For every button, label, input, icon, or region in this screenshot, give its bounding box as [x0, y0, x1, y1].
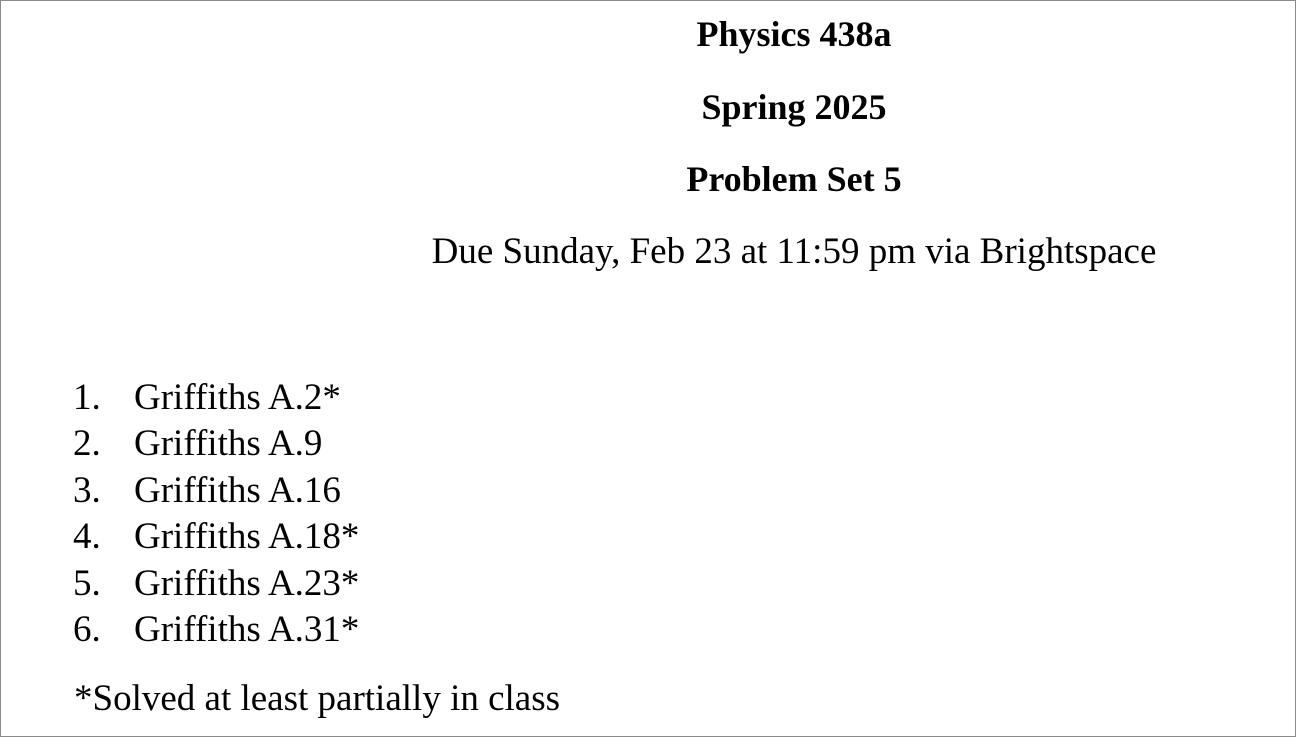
problem-number: 1. — [73, 377, 101, 418]
problem-text: Griffiths A.16 — [134, 469, 341, 511]
problem-number: 3. — [73, 469, 101, 511]
problem-text: Griffiths A.9 — [134, 423, 323, 465]
problem-text: Griffiths A.23* — [134, 562, 360, 604]
course-title: Physics 438a — [696, 14, 892, 54]
footnote: *Solved at least partially in class — [74, 678, 561, 719]
problem-number: 4. — [73, 516, 101, 558]
term-title: Spring 2025 — [701, 87, 887, 127]
problem-text: Griffiths A.2* — [134, 377, 341, 418]
assignment-title: Problem Set 5 — [686, 159, 902, 199]
due-date-line: Due Sunday, Feb 23 at 11:59 pm via Brightspace — [431, 231, 1157, 272]
problem-text: Griffiths A.18* — [134, 516, 360, 558]
problem-number: 2. — [73, 423, 101, 465]
problem-number: 5. — [73, 562, 101, 604]
problem-number: 6. — [73, 608, 101, 650]
problem-text: Griffiths A.31* — [134, 608, 360, 650]
